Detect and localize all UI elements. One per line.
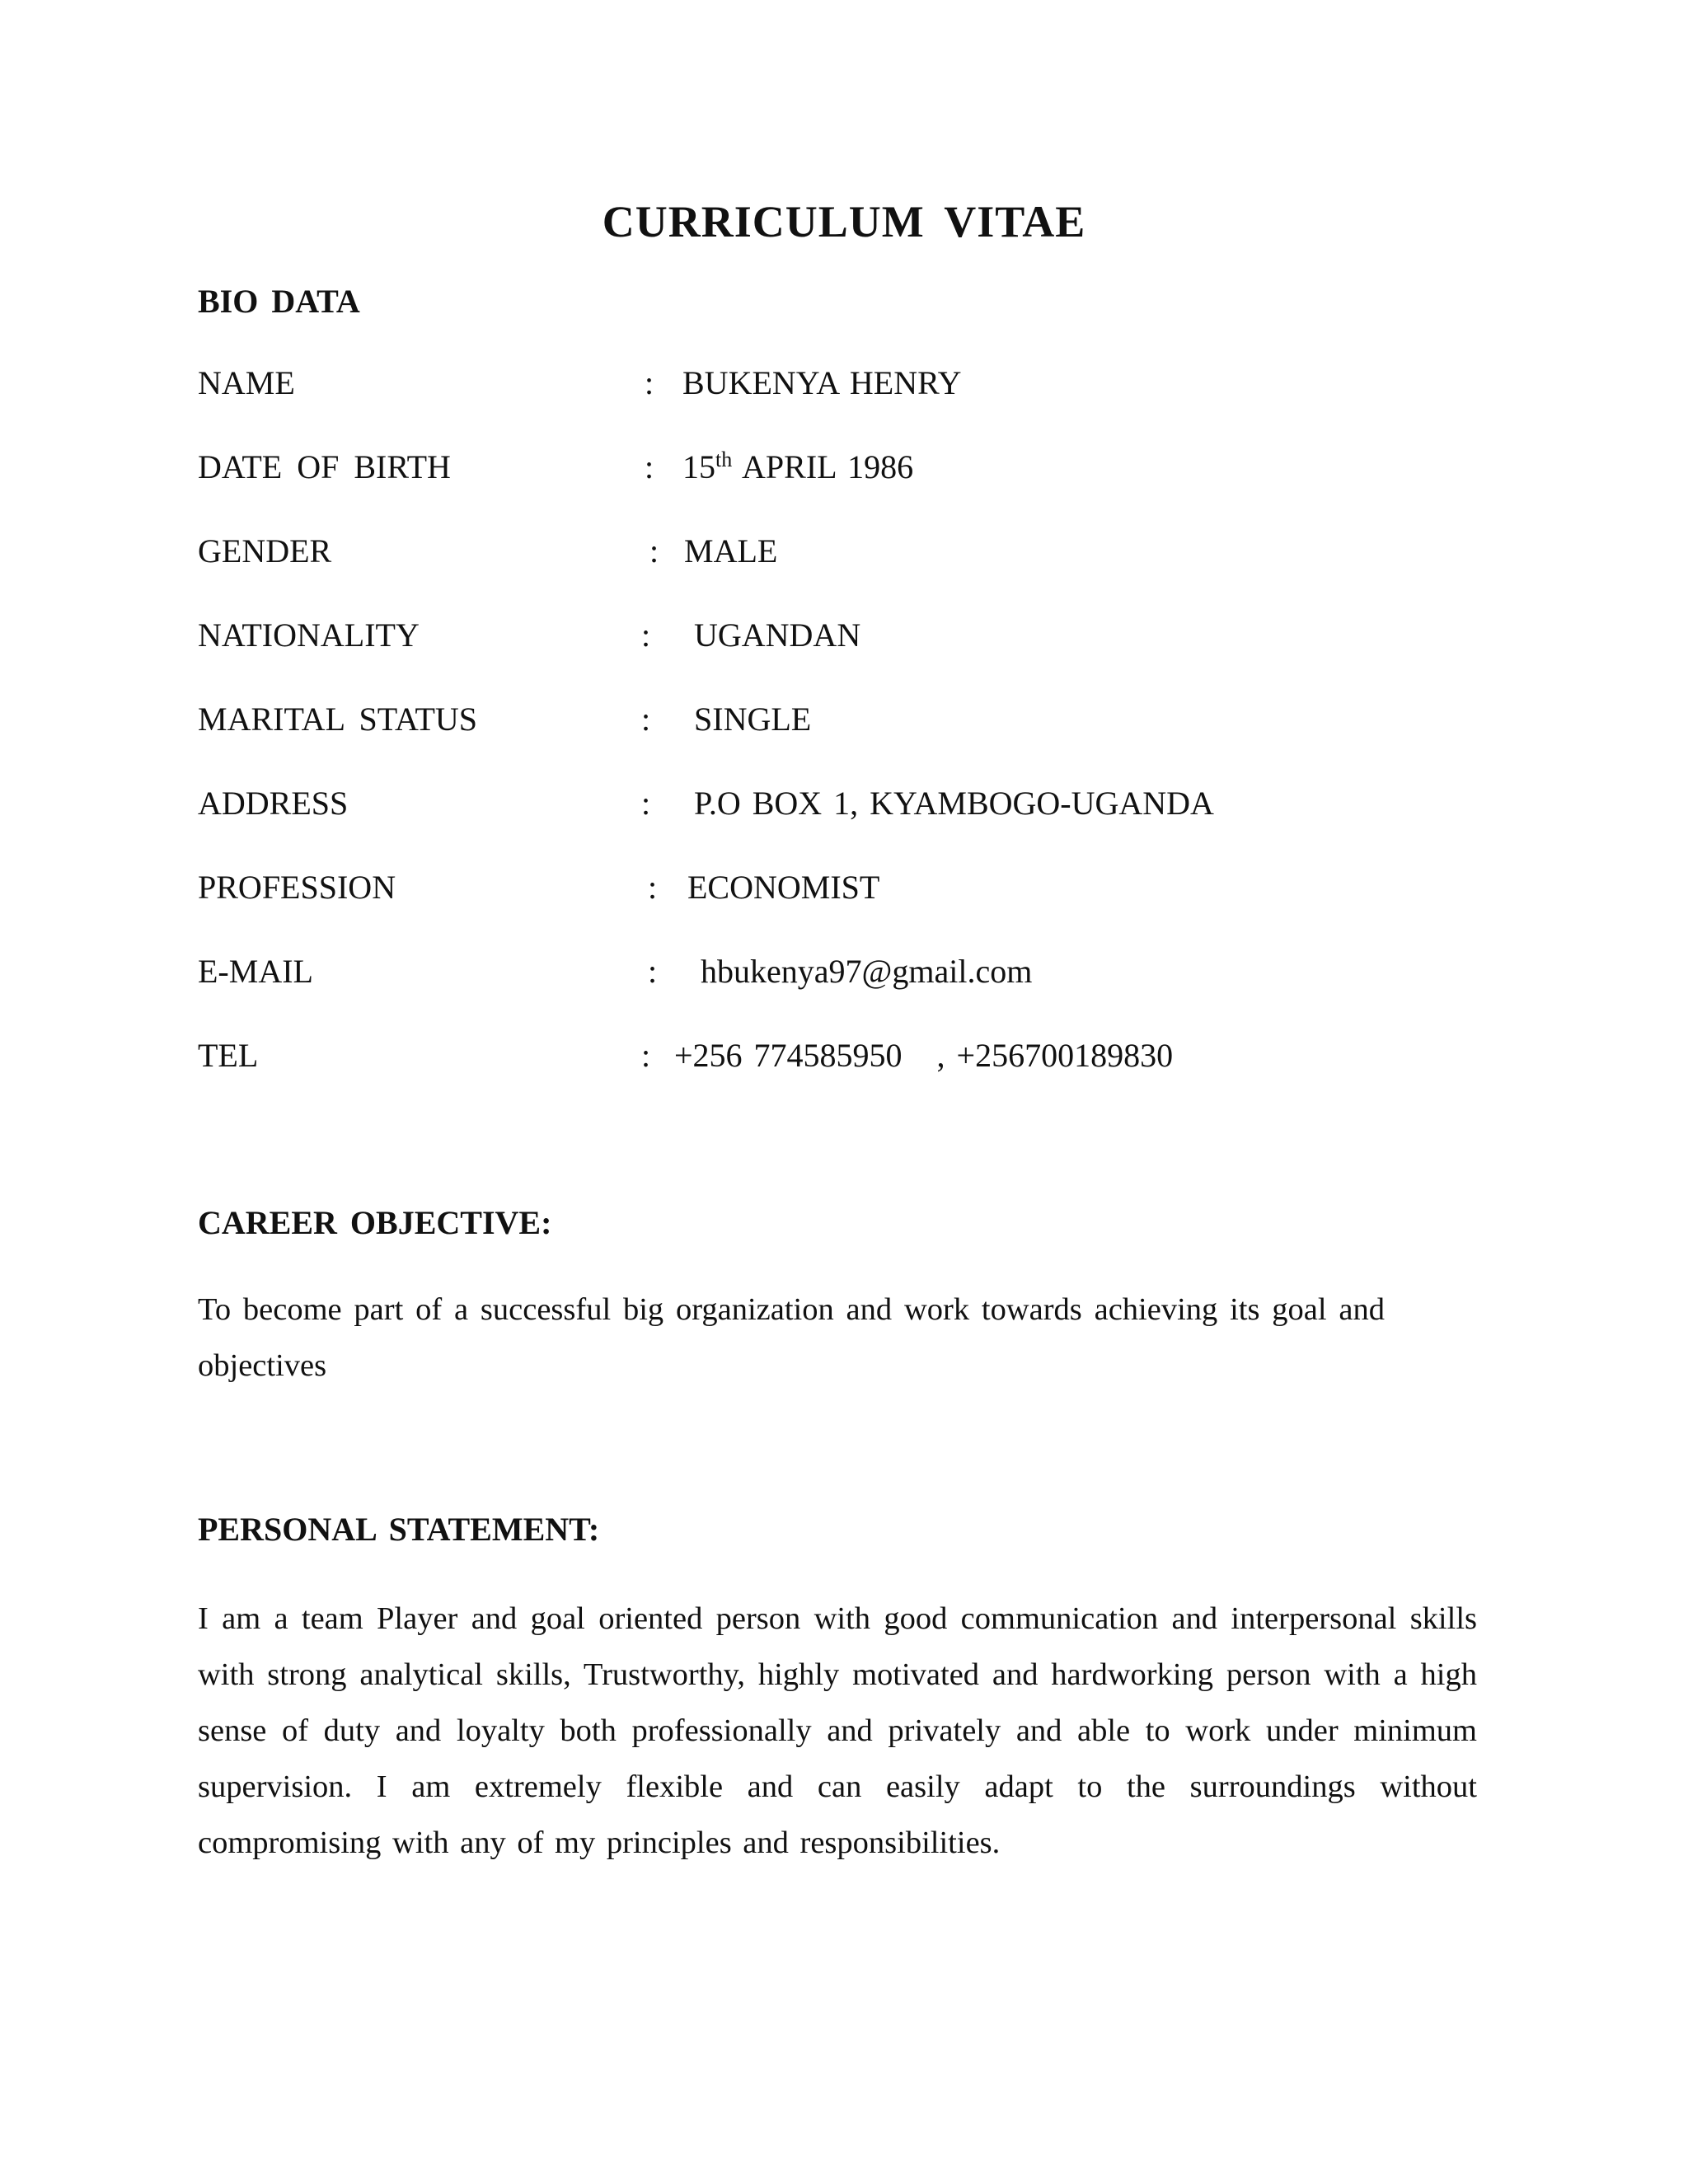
bio-value: SINGLE	[682, 701, 812, 738]
dob-ordinal: th	[715, 448, 733, 471]
bio-label: GENDER	[198, 532, 332, 569]
bio-separator: :	[641, 701, 651, 738]
bio-row-tel	[198, 1036, 1517, 1085]
bio-label: MARITAL STATUS	[198, 701, 478, 738]
bio-separator: :	[648, 953, 658, 990]
bio-value: hbukenya97@gmail.com	[689, 953, 1033, 990]
bio-separator: :	[645, 364, 654, 401]
bio-row-nationality	[198, 616, 1517, 665]
personal-statement-heading: PERSONAL STATEMENT:	[198, 1511, 600, 1548]
bio-separator: :	[649, 532, 659, 569]
bio-row-marital-status	[198, 700, 1517, 749]
bio-label: PROFESSION	[198, 869, 396, 906]
bio-label: NATIONALITY	[198, 616, 420, 654]
bio-value: BUKENYA HENRY	[682, 364, 962, 401]
bio-value: P.O BOX 1, KYAMBOGO-UGANDA	[682, 785, 1214, 822]
career-objective-heading: CAREER OBJECTIVE:	[198, 1204, 552, 1241]
bio-separator: :	[648, 869, 658, 906]
dob-rest: APRIL 1986	[732, 448, 914, 485]
bio-row-address	[198, 784, 1517, 833]
bio-row-date-of-birth	[198, 448, 1517, 497]
bio-label: TEL	[198, 1037, 259, 1074]
bio-row-name	[198, 363, 1517, 413]
bio-label: NAME	[198, 364, 295, 401]
bio-value: UGANDAN	[682, 616, 861, 654]
bio-value	[682, 448, 913, 486]
bio-value: +256 774585950 , +256700189830	[674, 1037, 1174, 1074]
bio-data-heading: BIO DATA	[198, 283, 360, 320]
career-objective-text: To become part of a successful big organization and work towards achieving its goal and objectives	[198, 1292, 1385, 1383]
personal-statement-text: I am a team Player and goal oriented person with good communication and interpersonal skills with strong analytical skills, Trustworthy, highly motivated and hardworking person with a high sense of duty and loyalty both professionally and privately and able to work under minimum supervision. I am extremely flexible and can easily adapt to the surroundings without compromising with any of my principles and responsibilities.	[198, 1601, 1477, 1860]
bio-label: E-MAIL	[198, 953, 313, 990]
bio-separator: :	[645, 448, 654, 485]
bio-value: MALE	[684, 532, 778, 569]
bio-value: ECONOMIST	[687, 869, 880, 906]
bio-label: ADDRESS	[198, 785, 349, 822]
bio-separator: :	[641, 1037, 651, 1074]
bio-separator: :	[641, 616, 651, 654]
bio-row-email	[198, 952, 1517, 1001]
bio-separator: :	[641, 785, 651, 822]
bio-row-profession	[198, 868, 1517, 917]
bio-label: DATE OF BIRTH	[198, 448, 451, 485]
document-title: CURRICULUM VITAE	[602, 197, 1086, 246]
dob-day: 15	[682, 448, 715, 485]
bio-row-gender	[198, 532, 1517, 581]
